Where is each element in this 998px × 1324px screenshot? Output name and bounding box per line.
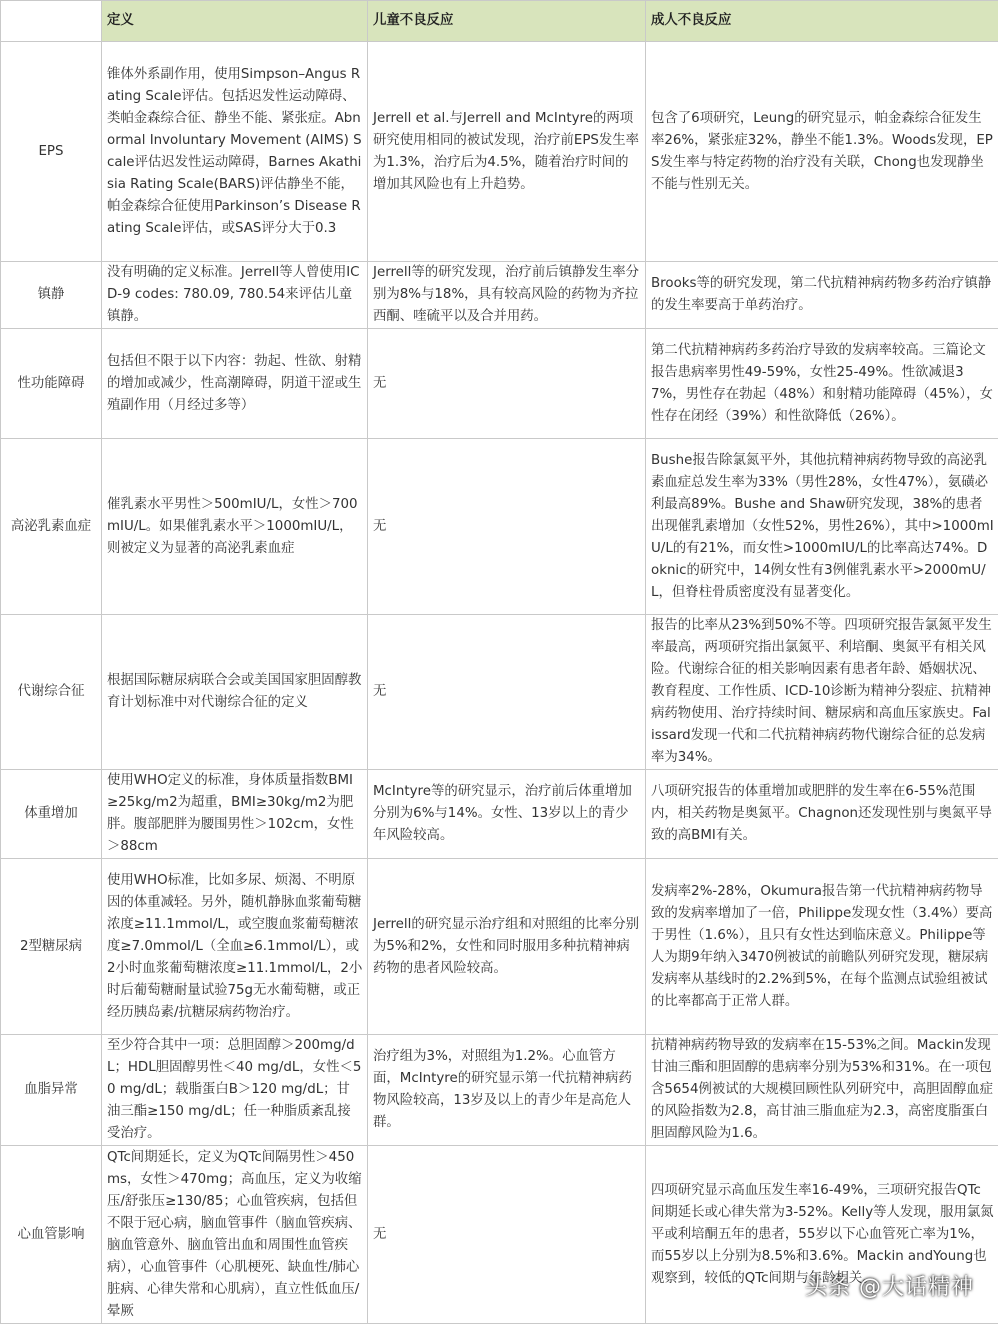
definition-cell: 使用WHO标准，比如多尿、烦渴、不明原因的体重减轻。另外，随机静脉血浆葡萄糖浓度≥11.1mmol/L，或空腹血浆葡萄糖浓度≥7.0mmol/L（全血≥6.1mmol/L），或2小时血浆葡萄糖浓度≥11.1mmol/L，2小时后葡萄糖耐量试验75g无水葡萄糖，或正经历胰岛素/抗糖尿病药物治疗。 xyxy=(102,859,368,1035)
children-cell: 治疗组为3%，对照组为1.2%。心血管方面，McIntyre的研究显示第一代抗精神病药物风险较高，13岁及以上的青少年是高危人群。 xyxy=(368,1035,646,1146)
adults-cell: 包含了6项研究，Leung的研究显示，帕金森综合征发生率26%，紧张症32%，静坐不能1.3%。Woods发现，EPS发生率与特定药物的治疗没有关联，Chong也发现静坐不能与性别无关。 xyxy=(646,42,998,262)
children-cell: 无 xyxy=(368,439,646,615)
table-row xyxy=(1,770,998,859)
adults-cell: 四项研究显示高血压发生率16-49%，三项研究报告QTc间期延长或心律失常为3-52%。Kelly等人发现，服用氯氮平或利培酮五年的患者，55岁以下心血管死亡率为1%，而55岁以上分别为8.5%和3.6%。Mackin andYoung也观察到，较低的QTc间期与年龄相关。 xyxy=(646,1146,998,1324)
children-cell: 无 xyxy=(368,1146,646,1324)
header-adults: 成人不良反应 xyxy=(646,1,998,42)
children-cell: 无 xyxy=(368,329,646,439)
children-cell: Jerrell等的研究发现，治疗前后镇静发生率分别为8%与18%，具有较高风险的药物为齐拉西酮、喹硫平以及合并用药。 xyxy=(368,262,646,329)
adults-cell: 报告的比率从23%到50%不等。四项研究报告氯氮平发生率最高，两项研究指出氯氮平、利培酮、奥氮平有相关风险。代谢综合征的相关影响因素有患者年龄、婚姻状况、教育程度、工作性质、ICD-10诊断为精神分裂症、抗精神病药物使用、治疗持续时间、糖尿病和高血压家族史。Falissard发现一代和二代抗精神病药物代谢综合征的总发病率为34%。 xyxy=(646,615,998,770)
children-cell: McIntyre等的研究显示，治疗前后体重增加分别为6%与14%。女性、13岁以上的青少年风险较高。 xyxy=(368,770,646,859)
table-row xyxy=(1,1035,998,1146)
definition-cell: 使用WHO定义的标准，身体质量指数BMI≥25kg/m2为超重，BMI≥30kg/m2为肥胖。腹部肥胖为腰围男性＞102cm，女性＞88cm xyxy=(102,770,368,859)
adults-cell: 抗精神病药物导致的发病率在15-53%之间。Mackin发现甘油三酯和胆固醇的患病率分别为53%和31%。在一项包含5654例被试的大规模回顾性队列研究中，高胆固醇血症的风险指数为2.8，高甘油三脂血症为2.3，高密度脂蛋白胆固醇风险为1.6。 xyxy=(646,1035,998,1146)
definition-cell: 催乳素水平男性＞500mIU/L，女性＞700mIU/L。如果催乳素水平＞1000mIU/L，则被定义为显著的高泌乳素血症 xyxy=(102,439,368,615)
definition-cell: 至少符合其中一项：总胆固醇＞200mg/dL；HDL胆固醇男性＜40 mg/dL，女性＜50 mg/dL；载脂蛋白B＞120 mg/dL；甘油三酯≥150 mg/dL；任一种脂质紊乱接受治疗。 xyxy=(102,1035,368,1146)
header-row xyxy=(1,1,998,42)
definition-cell: 包括但不限于以下内容：勃起、性欲、射精的增加或减少，性高潮障碍，阴道干涩或生殖副作用（月经过多等） xyxy=(102,329,368,439)
table-row xyxy=(1,439,998,615)
table-row xyxy=(1,615,998,770)
row-label: 心血管影响 xyxy=(1,1146,102,1324)
children-cell: 无 xyxy=(368,615,646,770)
definition-cell: 锥体外系副作用，使用Simpson–Angus Rating Scale评估。包括迟发性运动障碍、类帕金森综合征、静坐不能、紧张症。Abnormal Involuntary Movement (AIMS) Scale评估迟发性运动障碍，Barnes Akathisia Rating Scale(BARS)评估静坐不能，帕金森综合征使用Parkinson’s Disease Rating Scale评估，或SAS评分大于0.3 xyxy=(102,42,368,262)
adults-cell: 发病率2%-28%，Okumura报告第一代抗精神病药物导致的发病率增加了一倍，Philippe发现女性（3.4%）要高于男性（1.6%），且只有女性达到临床意义。Philippe等人为期9年纳入3470例被试的前瞻队列研究发现，糖尿病发病率从基线时的2.2%到5%，在每个监测点试验组被试的比率都高于正常人群。 xyxy=(646,859,998,1035)
row-label: 性功能障碍 xyxy=(1,329,102,439)
table-row xyxy=(1,329,998,439)
definition-cell: 根据国际糖尿病联合会或美国国家胆固醇教育计划标准中对代谢综合征的定义 xyxy=(102,615,368,770)
row-label: 代谢综合征 xyxy=(1,615,102,770)
adults-cell: 八项研究报告的体重增加或肥胖的发生率在6-55%范围内，相关药物是奥氮平。Chagnon还发现性别与奥氮平导致的高BMI有关。 xyxy=(646,770,998,859)
header-children: 儿童不良反应 xyxy=(368,1,646,42)
row-label: 血脂异常 xyxy=(1,1035,102,1146)
row-label: 高泌乳素血症 xyxy=(1,439,102,615)
table-row xyxy=(1,859,998,1035)
row-label: EPS xyxy=(1,42,102,262)
header-corner xyxy=(1,1,102,42)
children-cell: Jerrell的研究显示治疗组和对照组的比率分别为5%和2%，女性和同时服用多种抗精神病药物的患者风险较高。 xyxy=(368,859,646,1035)
watermark: 头条 @大话精神 xyxy=(805,1270,974,1301)
row-label: 体重增加 xyxy=(1,770,102,859)
definition-cell: 没有明确的定义标准。Jerrell等人曾使用ICD-9 codes: 780.09, 780.54来评估儿童镇静。 xyxy=(102,262,368,329)
adults-cell: Bushe报告除氯氮平外，其他抗精神病药物导致的高泌乳素血症总发生率为33%（男性28%，女性47%），氨磺必利最高89%。Bushe and Shaw研究发现，38%的患者出现催乳素增加（女性52%，男性26%），其中>1000mIU/L的有21%，而女性>1000mIU/L的比率高达74%。Doknic的研究中，14例女性有3例催乳素水平>2000mU/L，但脊柱骨质密度没有显著变化。 xyxy=(646,439,998,615)
adults-cell: 第二代抗精神病药多药治疗导致的发病率较高。三篇论文报告患病率男性49-59%，女性25-49%。性欲减退37%，男性存在勃起（48%）和射精功能障碍（45%），女性存在闭经（39%）和性欲降低（26%）。 xyxy=(646,329,998,439)
row-label: 2型糖尿病 xyxy=(1,859,102,1035)
header-definition: 定义 xyxy=(102,1,368,42)
children-cell: Jerrell et al.与Jerrell and McIntyre的两项研究使用相同的被试发现，治疗前EPS发生率为1.3%，治疗后为4.5%，随着治疗时间的增加其风险也有上升趋势。 xyxy=(368,42,646,262)
definition-cell: QTc间期延长，定义为QTc间隔男性＞450ms，女性＞470mg；高血压，定义为收缩压/舒张压≥130/85；心血管疾病，包括但不限于冠心病，脑血管事件（脑血管疾病、脑血管意外、脑血管出血和周围性血管疾病），心血管事件（心肌梗死、缺血性/肺心脏病、心律失常和心肌病），直立性低血压/晕厥 xyxy=(102,1146,368,1324)
adults-cell: Brooks等的研究发现，第二代抗精神病药物多药治疗镇静的发生率要高于单药治疗。 xyxy=(646,262,998,329)
row-label: 镇静 xyxy=(1,262,102,329)
table-row xyxy=(1,262,998,329)
table-row xyxy=(1,42,998,262)
